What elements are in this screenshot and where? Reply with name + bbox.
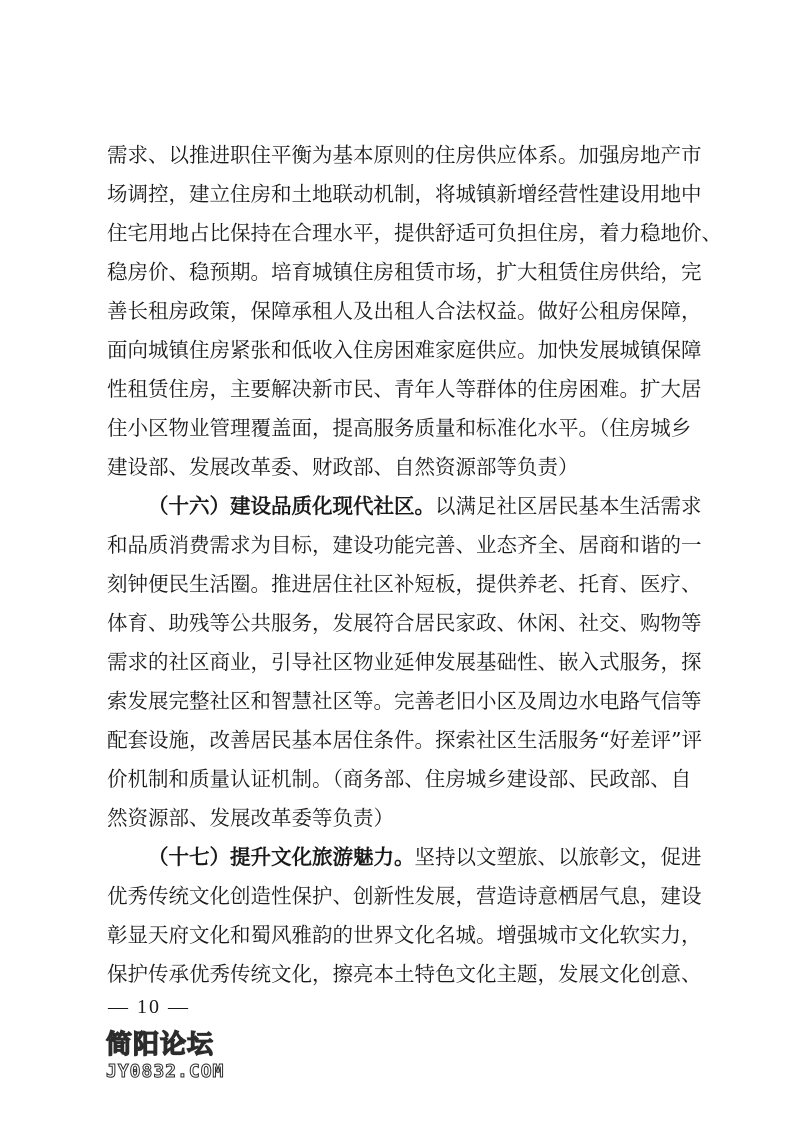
- text-line: 善长租房政策，保障承租人及出租人合法权益。做好公租房保障，: [107, 299, 702, 323]
- section-16-heading: （十六）建设品质化现代社区。: [148, 494, 435, 518]
- page-number: — 10 —: [108, 996, 190, 1018]
- text-line: 保护传承优秀传统文化，擦亮本土特色文化主题，发展文化创意、: [107, 962, 702, 986]
- text-line: 住小区物业管理覆盖面，提高服务质量和标准化水平。（住房城乡: [107, 416, 692, 440]
- watermark: [106, 1030, 226, 1084]
- section-17-first-line: [107, 838, 702, 877]
- text-line: 体育、助残等公共服务，发展符合居民家政、休闲、社交、购物等: [107, 611, 702, 635]
- text-line: 稳房价、稳预期。培育城镇住房租赁市场，扩大租赁住房供给，完: [107, 260, 702, 284]
- text-line: 索发展完整社区和智慧社区等。完善老旧小区及周边水电路气信等: [107, 689, 702, 713]
- text-line: 配套设施，改善居民基本居住条件。探索社区生活服务“好差评”评: [107, 728, 702, 752]
- text-line: 需求的社区商业，引导社区物业延伸发展基础性、嵌入式服务，探: [107, 650, 702, 674]
- section-17-text: 坚持以文塑旅、以旅彰文，促进: [414, 845, 702, 869]
- text-line: 然资源部、发展改革委等负责）: [107, 806, 394, 830]
- text-line: 彰显天府文化和蜀风雅韵的世界文化名城。增强城市文化软实力，: [107, 923, 702, 947]
- text-line: 住宅用地占比保持在合理水平，提供舒适可负担住房，着力稳地价、: [107, 221, 722, 245]
- section-17-heading: （十七）提升文化旅游魅力。: [148, 845, 415, 869]
- text-line: 面向城镇住房紧张和低收入住房困难家庭供应。加快发展城镇保障: [107, 338, 702, 362]
- text-line: 价机制和质量认证机制。（商务部、住房城乡建设部、民政部、自: [107, 767, 692, 791]
- text-line: 和品质消费需求为目标，建设功能完善、业态齐全、居商和谐的一: [107, 533, 702, 557]
- text-line: 性租赁住房，主要解决新市民、青年人等群体的住房困难。扩大居: [107, 377, 702, 401]
- section-16-text: 以满足社区居民基本生活需求: [435, 494, 702, 518]
- text-line: 建设部、发展改革委、财政部、自然资源部等负责）: [107, 455, 579, 479]
- watermark-logo: 简阳论坛: [106, 1030, 215, 1060]
- text-line: 优秀传统文化创造性保护、创新性发展，营造诗意栖居气息，建设: [107, 884, 702, 908]
- text-line: 刻钟便民生活圈。推进居住社区补短板，提供养老、托育、医疗、: [107, 572, 702, 596]
- document-body: [107, 136, 722, 994]
- watermark-url: JY0832.COM: [106, 1061, 225, 1082]
- text-line: 场调控，建立住房和土地联动机制，将城镇新增经营性建设用地中: [107, 182, 702, 206]
- text-line: 需求、以推进职住平衡为基本原则的住房供应体系。加强房地产市: [107, 143, 702, 167]
- section-16-first-line: [107, 487, 702, 526]
